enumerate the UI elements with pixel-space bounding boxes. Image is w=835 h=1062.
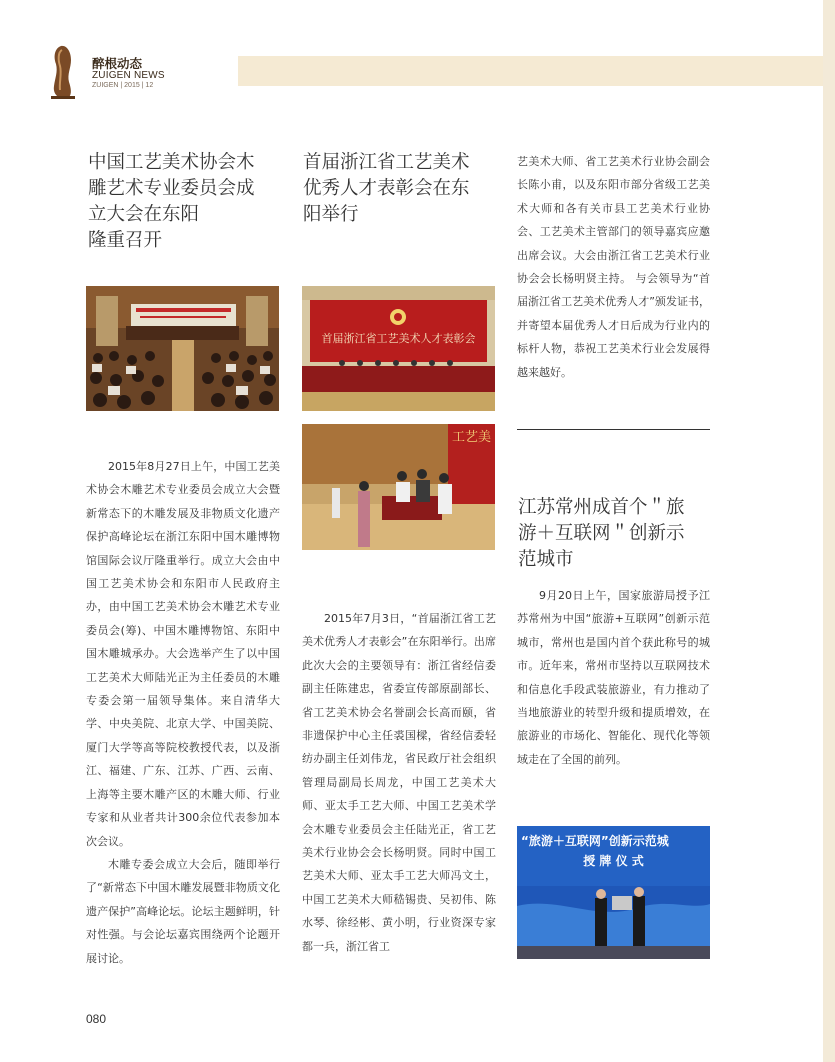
award-banner-text: 首届浙江省工艺美术人才表彰会 [321,332,476,345]
article1-paragraph: 木雕专委会成立大会后，随即举行了“新常态下中国木雕发展暨非物质文化遗产保护”高峰论坛。论坛主题鲜明，针对性强。与会论坛嘉宾围绕两个论题开展讨论。 [86,857,280,965]
brand-title-en: ZUIGEN NEWS [92,70,165,81]
award-backdrop-text: 工艺美 [452,430,492,445]
article2-body-continued [517,150,710,384]
brand-title-cn: 醉根动态 [92,56,143,71]
article1-title-line: 雕艺术专业委员会成 [88,178,255,199]
article1-title [88,150,288,254]
issue-label: ZUIGEN | 2015 | 12 [92,82,154,89]
tourism-award-photo [517,826,710,959]
article2-title-line: 首届浙江省工艺美术 [303,152,470,173]
page-number: 080 [86,1012,107,1026]
page-edge-strip [823,0,835,1062]
article3-title-line: 江苏常州成首个＂旅 [518,497,685,518]
award-presentation-photo [302,424,495,550]
article3-title-line: 范城市 [518,549,574,570]
award-stage-photo [302,286,495,411]
article3-paragraph: 9月20日上午，国家旅游局授予江苏常州为中国“旅游+互联网”创新示范城市，常州也是国内首个获此称号的城市。近年来，常州市坚持以互联网技术和信息化手段武装旅游业，有力推动了当地旅游业的转型升级和提质增效，在旅游业的市场化、智能化、现代化等领域走在了全国的前列。 [517,589,710,766]
column-divider [517,429,710,430]
article1-body [86,455,280,970]
award-stage-graphic [302,286,495,411]
conference-hall-photo [86,286,279,411]
article3-body [517,584,710,771]
article2-title-line: 阳举行 [303,204,359,225]
article2-paragraph-continued: 艺美术大师、省工艺美术行业协会副会长陈小甫，以及东阳市部分省级工艺美术大师和各有关市县工艺美术行业协会、工艺美术主管部门的领导嘉宾应邀出席会议。大会由浙江省工艺美术行业协会会长杨明贤主持。 与会领导为“首届浙江省工艺美术优秀人才”颁发证书，并寄望本届优秀人才日后成为行业内的标杆人物，恭祝工艺美术行业会发展得越来越好。 [517,155,710,379]
tourism-banner-subtitle: 授 牌 仪 式 [583,854,644,868]
article1-title-line: 隆重召开 [88,230,163,251]
article2-title-line: 优秀人才表彰会在东 [303,178,470,199]
article2-title [303,150,503,228]
article1-title-line: 中国工艺美术协会木 [88,152,255,173]
article1-title-line: 立大会在东阳 [88,204,200,225]
article2-body [302,607,496,958]
root-sculpture-logo [47,42,79,100]
article1-paragraph: 2015年8月27日上午，中国工艺美术协会木雕艺术专业委员会成立大会暨新常态下的木雕发展及非物质文化遗产保护高峰论坛在浙江东阳中国木雕博物馆国际会议厅隆重举行。成立大会由中国工艺美术协会和东阳市人民政府主办，由中国工艺美术协会木雕艺术专业委员会(筹)、中国木雕博物馆、东阳中国木雕城承办。大会选举产生了以中国工艺美术大师陆光正为主任委员的木雕专委会第一届领导集体。来自清华大学、中央美院、北京大学、中国美院、厦门大学等高等院校教授代表，以及浙江、福建、广东、江苏、广西、云南、上海等主要木雕产区的木雕大师、行业专家和从业者共计300余位代表参加本次会议。 [86,460,280,848]
header-band [238,56,823,86]
tourism-banner-title: “旅游＋互联网”创新示范城 [521,834,669,848]
article3-title [518,495,718,573]
article2-paragraph: 2015年7月3日，“首届浙江省工艺美术优秀人才表彰会”在东阳举行。出席此次大会的主要领导有：浙江省经信委副主任陈建忠，省委宣传部原副部长、省工艺美术协会名誉副会长高而颐，省非遗保护中心主任裘国樑，省经信委轻纺办副主任刘伟龙，省民政厅社会组织管理局副局长周龙，中国工艺美术大师、亚太手工艺大师、中国工艺美术学会木雕专业委员会主任陆光正，省工艺美术行业协会会长杨明贤。同时中国工艺美术大师、亚太手工艺大师冯文土，中国工艺美术大师嵇锡贵、吴初伟、陈水琴、徐经彬、黄小明，行业资深专家都一兵，浙江省工 [302,612,496,953]
article3-title-line: 游＋互联网＂创新示 [518,523,685,544]
